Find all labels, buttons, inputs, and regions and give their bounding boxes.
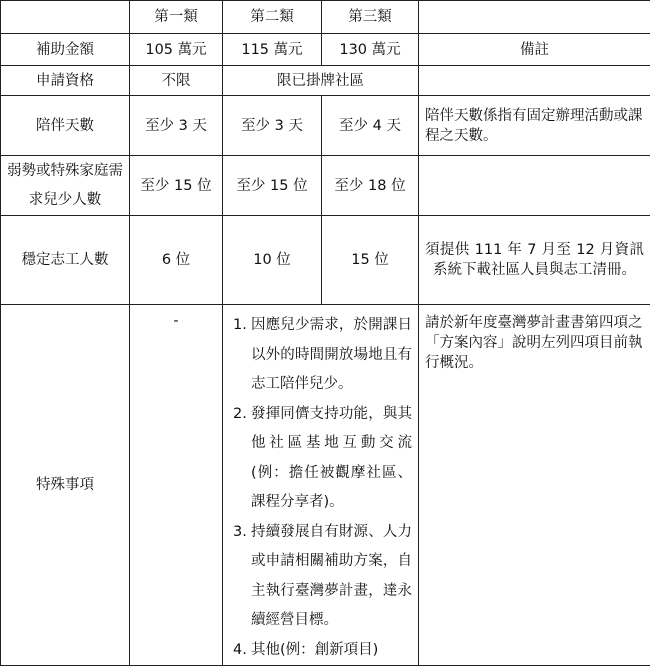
volunteers-label: 穩定志工人數 [1,216,130,305]
special-items-list [223,305,418,665]
special-note: 請於新年度臺灣夢計畫書第四項之「方案內容」說明左列四項目前執行概況。 [419,305,650,666]
special-item-number: 4. [233,636,247,666]
days-cat1: 至少 3 天 [130,96,223,156]
special-item [233,311,412,400]
volunteers-cat3: 15 位 [322,216,419,305]
disadvantaged-label: 弱勢或特殊家庭需求兒少人數 [1,156,130,216]
special-item-text: 持續發展自有財源、人力或申請相關補助方案，自主執行臺灣夢計畫，達永續經營目標。 [251,524,412,629]
subsidy-cat3: 130 萬元 [322,34,419,66]
special-item-text: 其他(例：創新項目) [251,642,378,658]
special-items-cell [223,305,419,666]
special-item-text: 因應兒少需求，於開課日以外的時間開放場地且有志工陪伴兒少。 [251,317,412,392]
special-row [1,305,650,666]
eligibility-note [419,66,650,96]
days-label: 陪伴天數 [1,96,130,156]
disadvantaged-cat1: 至少 15 位 [130,156,223,216]
disadvantaged-row [1,156,650,216]
eligibility-cat1: 不限 [130,66,223,96]
header-row [1,1,650,34]
disadvantaged-cat2: 至少 15 位 [223,156,322,216]
subsidy-row [1,34,650,66]
days-cat3: 至少 4 天 [322,96,419,156]
header-note-empty [419,1,650,34]
header-category-3: 第三類 [322,1,419,34]
special-item-number: 2. [233,400,247,430]
header-category-2: 第二類 [223,1,322,34]
volunteers-note: 須提供 111 年 7 月至 12 月資訊系統下載社區人員與志工清冊。 [419,216,650,305]
volunteers-cat1: 6 位 [130,216,223,305]
days-row [1,96,650,156]
subsidy-cat1: 105 萬元 [130,34,223,66]
disadvantaged-cat3: 至少 18 位 [322,156,419,216]
special-item-number: 1. [233,311,247,341]
note-header: 備註 [419,34,650,66]
days-cat2: 至少 3 天 [223,96,322,156]
special-item-number: 3. [233,518,247,548]
subsidy-label: 補助金額 [1,34,130,66]
volunteers-row [1,216,650,305]
eligibility-label: 申請資格 [1,66,130,96]
days-note: 陪伴天數係指有固定辦理活動或課程之天數。 [419,96,650,156]
special-label: 特殊事項 [1,305,130,666]
header-category-1: 第一類 [130,1,223,34]
disadvantaged-note [419,156,650,216]
special-item [233,518,412,636]
special-item [233,400,412,518]
eligibility-cat23: 限已掛牌社區 [223,66,419,96]
header-empty-cell [1,1,130,34]
special-item-text: 發揮同儕支持功能，與其他社區基地互動交流(例：擔任被觀摩社區、課程分享者)。 [251,406,412,511]
subsidy-cat2: 115 萬元 [223,34,322,66]
volunteers-cat2: 10 位 [223,216,322,305]
special-cat1: - [130,305,223,666]
eligibility-row [1,66,650,96]
